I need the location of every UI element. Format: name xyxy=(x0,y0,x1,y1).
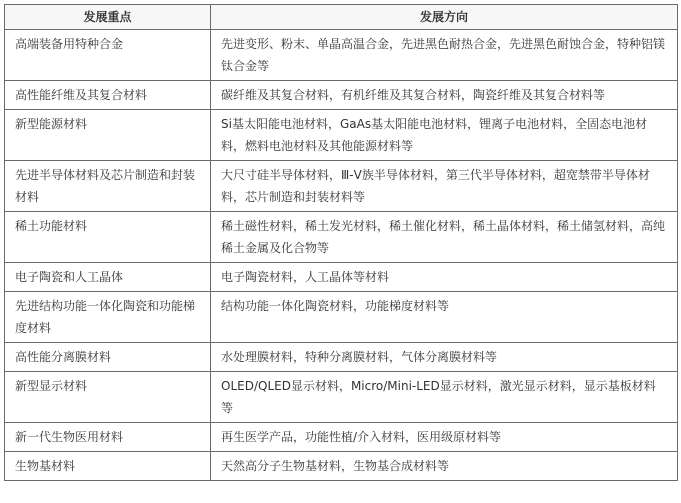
table-row xyxy=(5,212,678,263)
direction-cell: 结构功能一体化陶瓷材料，功能梯度材料等 xyxy=(211,292,678,343)
focus-cell: 高端装备用特种合金 xyxy=(5,30,211,81)
table-row xyxy=(5,372,678,423)
focus-cell: 电子陶瓷和人工晶体 xyxy=(5,263,211,292)
header-direction: 发展方向 xyxy=(211,5,678,30)
focus-cell: 先进半导体材料及芯片制造和封装材料 xyxy=(5,161,211,212)
table-row xyxy=(5,452,678,481)
table-row xyxy=(5,292,678,343)
focus-cell: 先进结构功能一体化陶瓷和功能梯度材料 xyxy=(5,292,211,343)
header-row xyxy=(5,5,678,30)
table-row xyxy=(5,81,678,110)
development-table xyxy=(4,4,678,481)
direction-cell: 水处理膜材料，特种分离膜材料，气体分离膜材料等 xyxy=(211,343,678,372)
table-row xyxy=(5,263,678,292)
direction-cell: 电子陶瓷材料，人工晶体等材料 xyxy=(211,263,678,292)
focus-cell: 高性能纤维及其复合材料 xyxy=(5,81,211,110)
focus-cell: 新型显示材料 xyxy=(5,372,211,423)
table-row xyxy=(5,30,678,81)
direction-cell: 碳纤维及其复合材料，有机纤维及其复合材料，陶瓷纤维及其复合材料等 xyxy=(211,81,678,110)
focus-cell: 生物基材料 xyxy=(5,452,211,481)
header-focus: 发展重点 xyxy=(5,5,211,30)
table-row xyxy=(5,110,678,161)
direction-cell: 再生医学产品，功能性植/介入材料，医用级原材料等 xyxy=(211,423,678,452)
table-row xyxy=(5,423,678,452)
table-row xyxy=(5,343,678,372)
direction-cell: 天然高分子生物基材料，生物基合成材料等 xyxy=(211,452,678,481)
table-row xyxy=(5,161,678,212)
direction-cell: OLED/QLED显示材料，Micro/Mini-LED显示材料，激光显示材料，显示基板材料等 xyxy=(211,372,678,423)
focus-cell: 稀土功能材料 xyxy=(5,212,211,263)
focus-cell: 高性能分离膜材料 xyxy=(5,343,211,372)
direction-cell: 稀土磁性材料，稀土发光材料，稀土催化材料，稀土晶体材料，稀土储氢材料，高纯稀土金属及化合物等 xyxy=(211,212,678,263)
direction-cell: 先进变形、粉末、单晶高温合金，先进黑色耐热合金，先进黑色耐蚀合金，特种铝镁钛合金等 xyxy=(211,30,678,81)
focus-cell: 新型能源材料 xyxy=(5,110,211,161)
direction-cell: Si基太阳能电池材料，GaAs基太阳能电池材料，锂离子电池材料，全固态电池材料，燃料电池材料及其他能源材料等 xyxy=(211,110,678,161)
focus-cell: 新一代生物医用材料 xyxy=(5,423,211,452)
direction-cell: 大尺寸硅半导体材料，Ⅲ-Ⅴ族半导体材料，第三代半导体材料，超宽禁带半导体材料，芯片制造和封装材料等 xyxy=(211,161,678,212)
